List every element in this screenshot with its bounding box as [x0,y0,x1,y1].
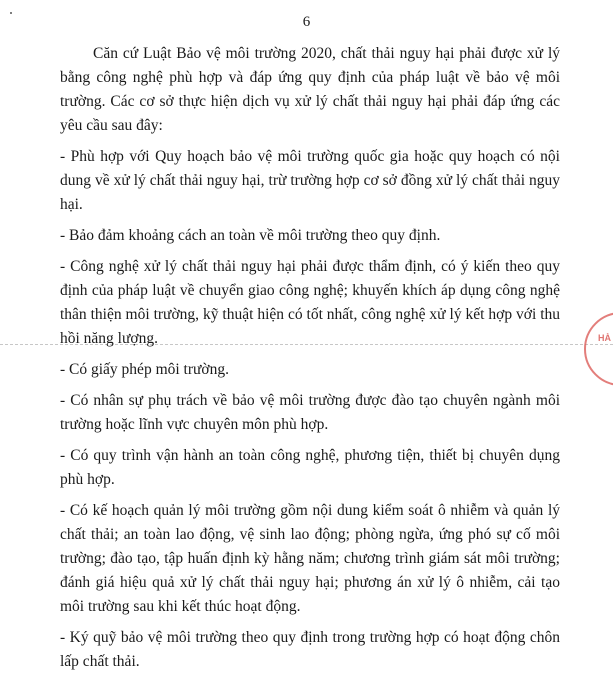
requirement-item: - Có quy trình vận hành an toàn công nghệ, phương tiện, thiết bị chuyên dụng phù hợp. [60,447,560,488]
stamp-text: HÀ [598,333,611,343]
requirement-item: - Bảo đảm khoảng cách an toàn về môi trường theo quy định. [60,227,441,244]
requirement-item: - Công nghệ xử lý chất thải nguy hại phải được thẩm định, có ý kiến theo quy định của pháp luật về chuyển giao công nghệ; khuyến khích áp dụng công nghệ thân thiện môi trường, kỹ thuật hiện có tốt nhất, công nghệ xử lý kết hợp với thu hồi năng lượng. [60,258,560,347]
page-number: 6 [302,14,311,30]
requirement-item: - Phù hợp với Quy hoạch bảo vệ môi trường quốc gia hoặc quy hoạch có nội dung về xử lý chất thải nguy hại, trừ trường hợp cơ sở đồng xử lý chất thải nguy hại. [60,148,560,213]
requirement-item: - Có nhân sự phụ trách về bảo vệ môi trường được đào tạo chuyên ngành môi trường hoặc lĩnh vực chuyên môn phù hợp. [60,392,560,433]
intro-paragraph: Căn cứ Luật Bảo vệ môi trường 2020, chất thải nguy hại phải được xử lý bằng công nghệ phù hợp và đáp ứng quy định của pháp luật về bảo vệ môi trường. Các cơ sở thực hiện dịch vụ xử lý chất thải nguy hại phải đáp ứng các yêu cầu sau đây: [60,45,560,134]
red-stamp [584,312,613,386]
requirement-item: - Có kế hoạch quản lý môi trường gồm nội dung kiểm soát ô nhiễm và quản lý chất thải; an toàn lao động, vệ sinh lao động; phòng ngừa, ứng phó sự cố môi trường; đào tạo, tập huấn định kỳ hằng năm; chương trình giám sát môi trường; đánh giá hiệu quả xử lý chất thải nguy hại; phương án xử lý ô nhiễm, cải tạo môi trường sau khi kết thúc hoạt động. [60,502,560,615]
document-body [60,42,560,681]
requirement-item: - Ký quỹ bảo vệ môi trường theo quy định trong trường hợp có hoạt động chôn lấp chất thải. [60,629,560,670]
requirement-item: - Có giấy phép môi trường. [60,361,229,378]
